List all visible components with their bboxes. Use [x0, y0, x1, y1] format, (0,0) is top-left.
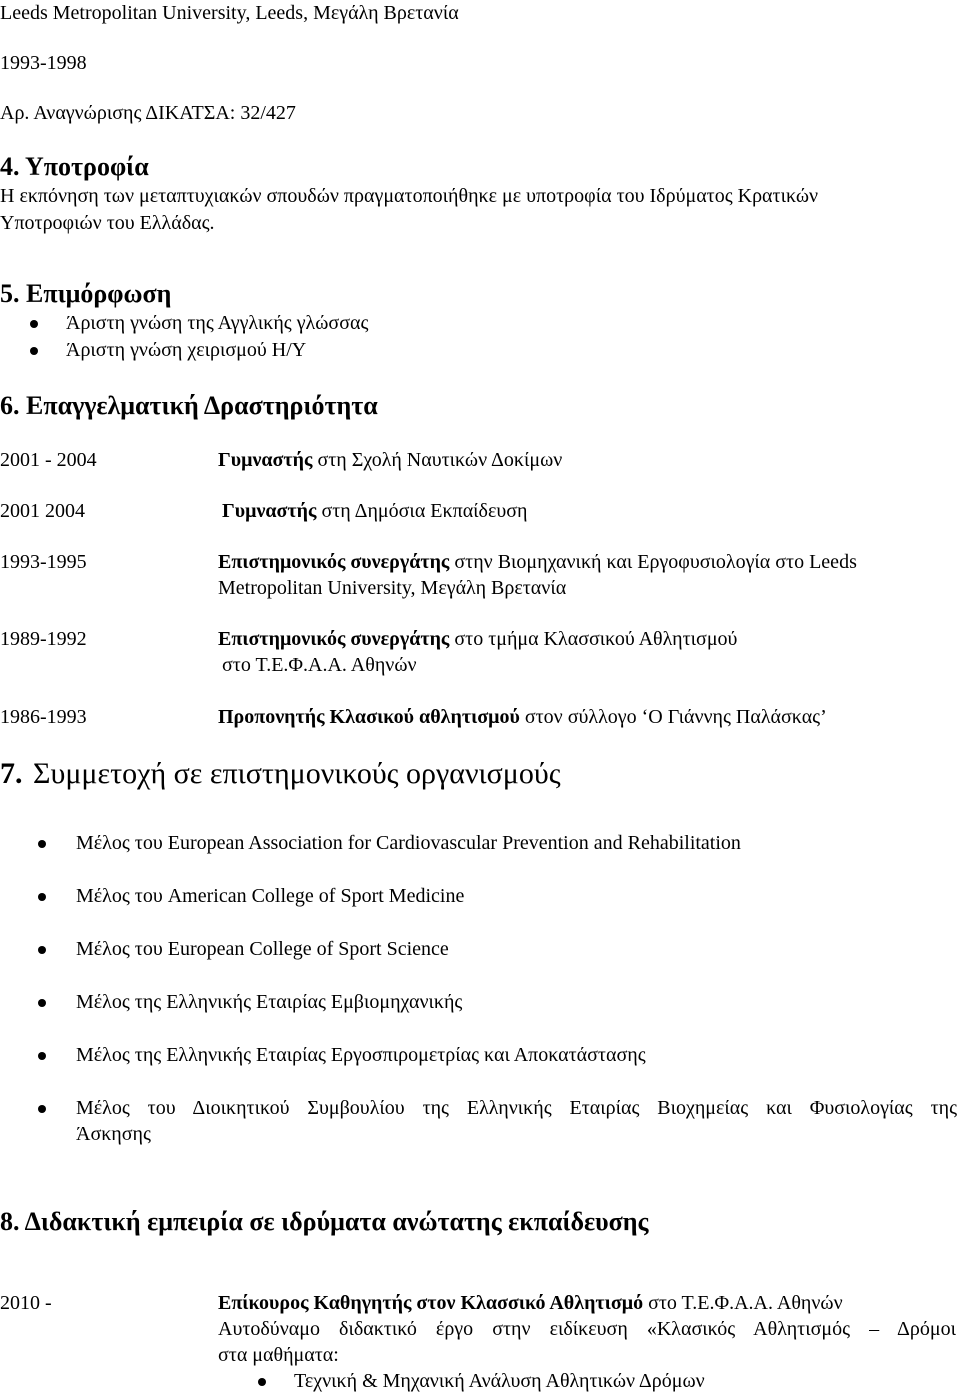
activity-rest: στον σύλλογο ‘Ο Γιάννης Παλάσκας’	[519, 706, 827, 728]
activity-rest: στο τμήμα Κλασσικού Αθλητισμού	[449, 628, 738, 650]
bullet-icon	[38, 840, 46, 848]
activity-role: Επιστημονικός συνεργάτης	[218, 551, 450, 573]
activity-years: 1986-1993	[0, 706, 87, 728]
activity-description	[218, 549, 857, 575]
activity-rest-line-2: στο Τ.Ε.Φ.Α.Α. Αθηνών	[222, 654, 417, 676]
bullet-icon	[38, 1052, 46, 1060]
membership-item: Μέλος του European College of Sport Science	[76, 938, 449, 960]
teaching-role-rest: στο Τ.Ε.Φ.Α.Α. Αθηνών	[643, 1292, 843, 1314]
section-4-line-1: Η εκπόνηση των μεταπτυχιακών σπουδών πραγματοποιήθηκε με υποτροφία του Ιδρύματος Κρατικών	[0, 185, 819, 207]
section-5-item: Άριστη γνώση χειρισμού Η/Υ	[66, 339, 307, 361]
bullet-icon	[38, 1105, 46, 1113]
bullet-icon	[38, 893, 46, 901]
bullet-icon	[30, 320, 38, 328]
teaching-line-3: στα μαθήματα:	[218, 1344, 339, 1366]
activity-role: Γυμναστής	[222, 500, 317, 522]
activity-description	[218, 704, 827, 730]
years-line: 1993-1998	[0, 52, 87, 74]
activity-description	[218, 447, 562, 473]
activity-description	[218, 626, 737, 652]
activity-years: 1993-1995	[0, 551, 87, 573]
membership-item: Μέλος του European Association for Cardiovascular Prevention and Rehabilitation	[76, 832, 741, 854]
membership-item: Μέλος του American College of Sport Medicine	[76, 885, 465, 907]
activity-rest: στην Βιομηχανική και Εργοφυσιολογία στο Leeds	[449, 551, 857, 573]
bullet-icon	[258, 1378, 266, 1386]
activity-role: Επιστημονικός συνεργάτης	[218, 628, 450, 650]
activity-rest-line-2: Metropolitan University, Μεγάλη Βρετανία	[218, 577, 567, 599]
teaching-line-2: Αυτοδύναμο διδακτικό έργο στην ειδίκευση «Κλασικός Αθλητισμός – Δρόμοι	[218, 1318, 956, 1340]
bullet-icon	[38, 999, 46, 1007]
section-6-heading: 6. Επαγγελματική Δραστηριότητα	[0, 391, 378, 420]
activity-years: 2001 - 2004	[0, 449, 97, 471]
recognition-line: Αρ. Αναγνώρισης ΔΙΚΑΤΣΑ: 32/427	[0, 102, 296, 124]
activity-years: 1989-1992	[0, 628, 87, 650]
activity-role: Προπονητής Κλασικού αθλητισμού	[218, 706, 520, 728]
membership-item: Μέλος της Ελληνικής Εταιρίας Εμβιομηχανικής	[76, 991, 463, 1013]
bullet-icon	[38, 946, 46, 954]
activity-rest: στη Σχολή Ναυτικών Δοκίμων	[312, 449, 563, 471]
activity-description	[222, 498, 528, 524]
section-5-heading: 5. Επιμόρφωση	[0, 279, 172, 308]
section-7-heading: Συμμετοχή σε επιστημονικούς οργανισμούς	[33, 757, 561, 790]
section-8-heading: 8. Διδακτική εμπειρία σε ιδρύματα ανώτατης εκπαίδευσης	[0, 1207, 649, 1236]
membership-item-continued: Άσκησης	[76, 1123, 151, 1145]
teaching-role-line	[218, 1290, 843, 1316]
teaching-years: 2010 -	[0, 1292, 52, 1314]
activity-role: Γυμναστής	[218, 449, 313, 471]
bullet-icon	[30, 347, 38, 355]
activity-years: 2001 2004	[0, 500, 85, 522]
teaching-role: Επίκουρος Καθηγητής στον Κλασσικό Αθλητισμό	[218, 1292, 644, 1314]
membership-item: Μέλος της Ελληνικής Εταιρίας Εργοσπιρομετρίας και Αποκατάστασης	[76, 1044, 646, 1066]
activity-rest: στη Δημόσια Εκπαίδευση	[316, 500, 528, 522]
section-4-heading: 4. Υποτροφία	[0, 152, 149, 181]
university-line: Leeds Metropolitan University, Leeds, Μεγάλη Βρετανία	[0, 2, 459, 24]
section-7-number: 7.	[0, 757, 23, 790]
section-5-item: Άριστη γνώση της Αγγλικής γλώσσας	[66, 312, 369, 334]
section-4-line-2: Υποτροφιών του Ελλάδας.	[0, 212, 215, 234]
teaching-bullet: Τεχνική & Μηχανική Ανάλυση Αθλητικών Δρόμων	[294, 1370, 705, 1392]
membership-item: Μέλος του Διοικητικού Συμβουλίου της Ελληνικής Εταιρίας Βιοχημείας και Φυσιολογίας της	[76, 1097, 957, 1119]
